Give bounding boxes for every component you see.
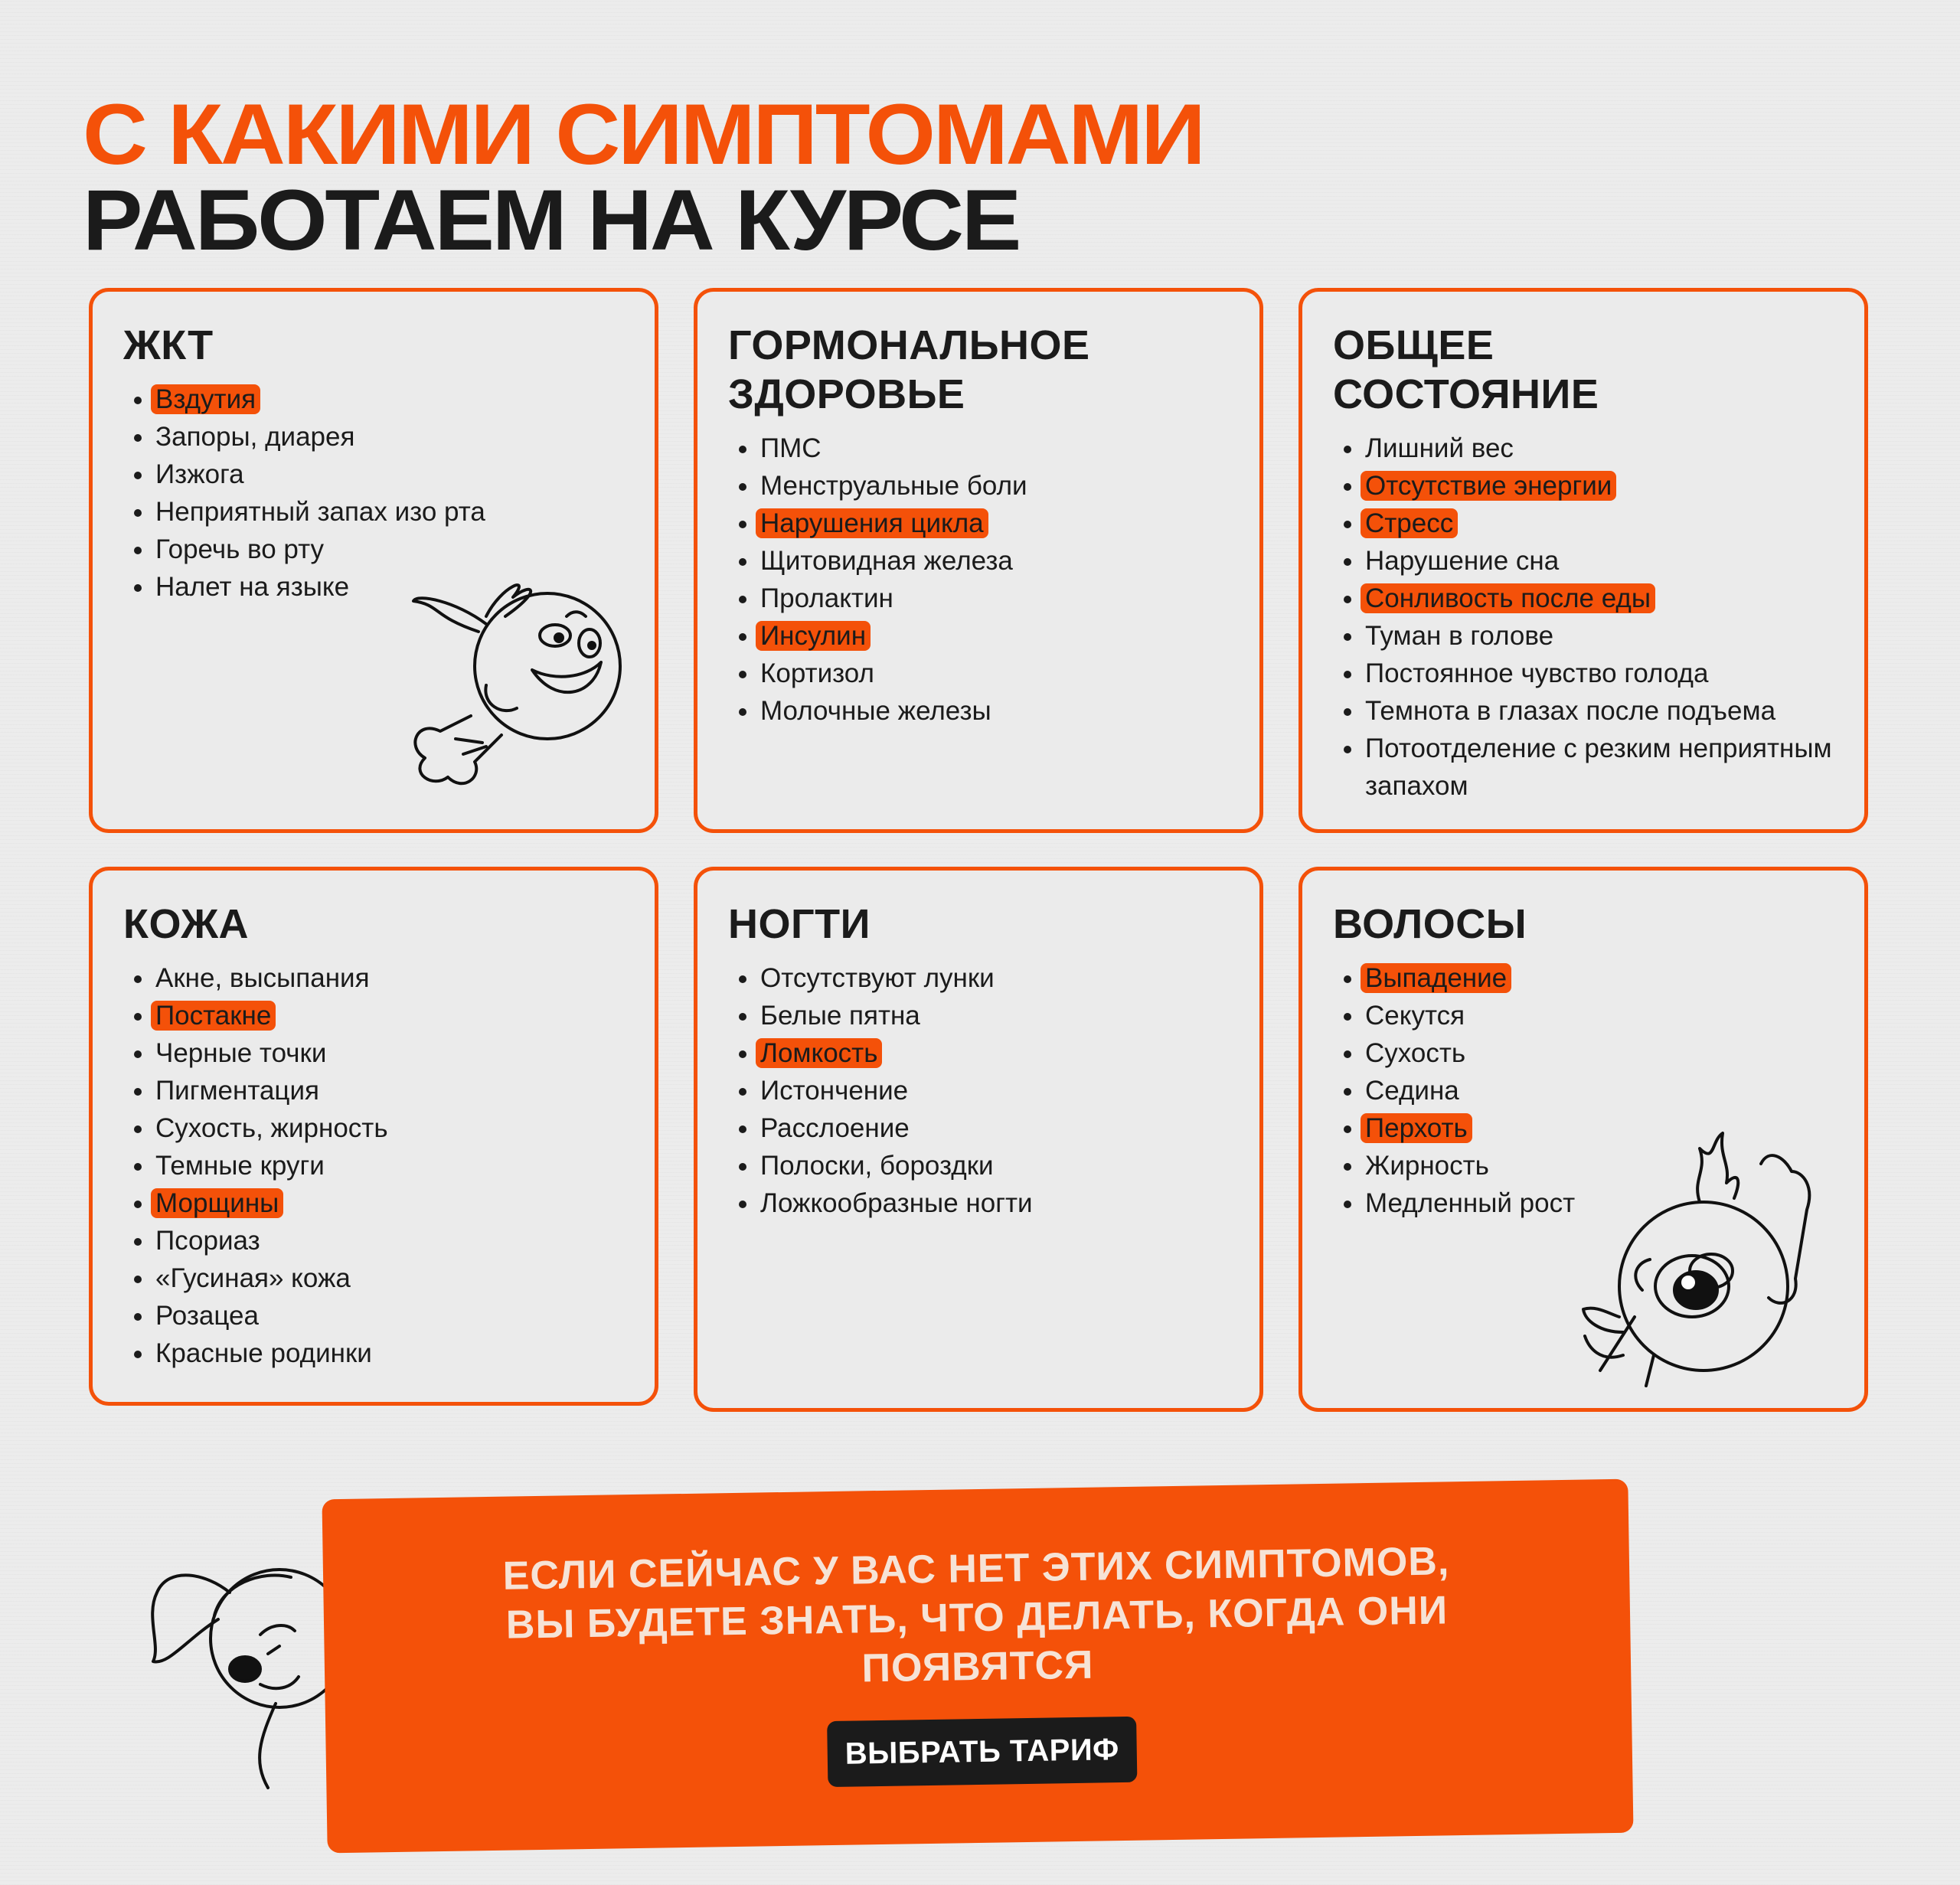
symptom-label: Потоотделение с резким неприятным запахом [1365,733,1832,801]
symptom-label: Туман в голове [1365,621,1554,651]
card-title: ГОРМОНАЛЬНОЕ ЗДОРОВЬЕ [728,322,1090,417]
symptom-label: Темные круги [155,1151,325,1181]
symptom-item [1333,692,1864,730]
symptom-label: Запоры, диарея [155,422,355,452]
card-title: ВОЛОСЫ [1333,901,1527,947]
page-title-line-1: С КАКИМИ СИМПТОМАМИ [83,87,1204,182]
symptom-label-highlighted: Отсутствие энергии [1361,471,1616,501]
symptom-label: Молочные железы [760,696,991,726]
symptom-label-highlighted: Вздутия [151,384,260,414]
symptom-label: Изжога [155,459,244,489]
symptom-item [728,1184,1259,1222]
symptom-label: Нарушение сна [1365,546,1560,576]
symptom-item [123,531,655,568]
symptom-list [728,430,1259,730]
symptom-label-highlighted: Постакне [151,1001,276,1031]
symptom-item [1333,1034,1864,1072]
symptom-item [728,467,1259,505]
symptom-item [728,580,1259,617]
symptom-label: «Гусиная» кожа [155,1263,351,1293]
symptom-label: Постоянное чувство голода [1365,658,1709,688]
symptom-card-general [1298,288,1868,833]
symptom-label: Пигментация [155,1076,319,1106]
symptom-label-highlighted: Выпадение [1361,963,1511,993]
symptom-label: Полоски, бороздки [760,1151,994,1181]
symptom-item [728,430,1259,467]
symptom-item [728,655,1259,692]
symptom-item [123,1072,655,1109]
symptom-item [1333,580,1864,617]
symptom-item [1333,1072,1864,1109]
symptom-item [1333,430,1864,467]
symptom-item [728,959,1259,997]
symptom-item [728,997,1259,1034]
symptom-item [1333,505,1864,542]
symptom-item [1333,730,1864,805]
banner-message: ЕСЛИ СЕЙЧАС У ВАС НЕТ ЭТИХ СИМПТОМОВ, ВЫ БУДЕТЕ ЗНАТЬ, ЧТО ДЕЛАТЬ, КОГДА ОНИ ПОЯВЯТСЯ [502,1539,1450,1691]
symptom-label: Седина [1365,1076,1459,1106]
symptom-label: Красные родинки [155,1338,372,1368]
symptom-label: Горечь во рту [155,534,325,564]
symptom-label: Розацеа [155,1301,259,1331]
symptom-item [728,1109,1259,1147]
symptom-label-highlighted: Перхоть [1361,1113,1472,1143]
symptom-card-nails [694,867,1263,1412]
symptom-item [123,418,655,456]
symptom-list [728,959,1259,1222]
symptom-card-skin [89,867,658,1406]
symptom-label: ПМС [760,433,822,463]
symptom-label-highlighted: Морщины [151,1188,283,1218]
symptom-label: Акне, высыпания [155,963,370,993]
symptom-item [123,1184,655,1222]
crying-character-icon [1577,1125,1830,1393]
symptom-label: Расслоение [760,1113,910,1143]
card-title: ОБЩЕЕ СОСТОЯНИЕ [1333,322,1599,417]
symptom-label: Лишний вес [1365,433,1514,463]
symptom-item [1333,542,1864,580]
symptom-label: Щитовидная железа [760,546,1013,576]
symptom-label: Неприятный запах изо рта [155,497,485,527]
page-title-line-2: РАБОТАЕМ НА КУРСЕ [83,172,1020,268]
symptom-item [123,381,655,418]
symptom-item [123,1147,655,1184]
symptom-label-highlighted: Нарушения цикла [756,508,988,538]
card-title: НОГТИ [728,901,871,947]
peeking-girl-character-icon [145,1562,345,1792]
symptom-item [123,1259,655,1297]
symptom-item [728,505,1259,542]
symptom-item [1333,959,1864,997]
symptom-label-highlighted: Стресс [1361,508,1458,538]
symptom-item [123,493,655,531]
winged-ball-character-icon [410,570,624,800]
symptom-label: Сухость [1365,1038,1466,1068]
symptom-label: Налет на языке [155,572,350,602]
symptom-label-highlighted: Ломкость [756,1038,882,1068]
symptom-label: Ложкообразные ногти [760,1188,1033,1218]
symptom-label: Истончение [760,1076,909,1106]
symptom-label: Жирность [1365,1151,1489,1181]
symptom-item [123,959,655,997]
symptom-item [123,1109,655,1147]
card-title: КОЖА [123,901,250,947]
symptom-label: Медленный рост [1365,1188,1576,1218]
cta-banner [322,1479,1633,1854]
symptom-item [728,1072,1259,1109]
symptom-label-highlighted: Инсулин [756,621,871,651]
symptom-list [123,959,655,1372]
symptom-label: Кортизол [760,658,874,688]
symptom-item [123,1297,655,1335]
symptom-item [123,1034,655,1072]
symptom-item [123,997,655,1034]
symptom-item [1333,655,1864,692]
symptom-label: Черные точки [155,1038,327,1068]
symptom-label: Секутся [1365,1001,1465,1031]
symptom-item [1333,617,1864,655]
symptom-item [728,692,1259,730]
symptom-item [123,1335,655,1372]
symptom-label: Менструальные боли [760,471,1027,501]
symptom-item [728,1034,1259,1072]
symptom-item [728,617,1259,655]
symptom-label-highlighted: Сонливость после еды [1361,583,1655,613]
page-title [83,87,1204,268]
symptom-label: Темнота в глазах после подъема [1365,696,1776,726]
symptom-label: Сухость, жирность [155,1113,388,1143]
symptom-card-hormonal [694,288,1263,833]
symptom-item [1333,997,1864,1034]
symptom-label: Отсутствуют лунки [760,963,995,993]
symptom-label: Пролактин [760,583,893,613]
symptom-item [728,1147,1259,1184]
symptom-item [123,456,655,493]
card-title: ЖКТ [123,322,214,368]
symptom-list [1333,430,1864,805]
symptom-item [123,1222,655,1259]
symptom-item [1333,467,1864,505]
symptom-label: Псориаз [155,1226,260,1256]
choose-plan-button[interactable]: ВЫБРАТЬ ТАРИФ [827,1717,1137,1787]
symptom-item [728,542,1259,580]
symptom-label: Белые пятна [760,1001,920,1031]
